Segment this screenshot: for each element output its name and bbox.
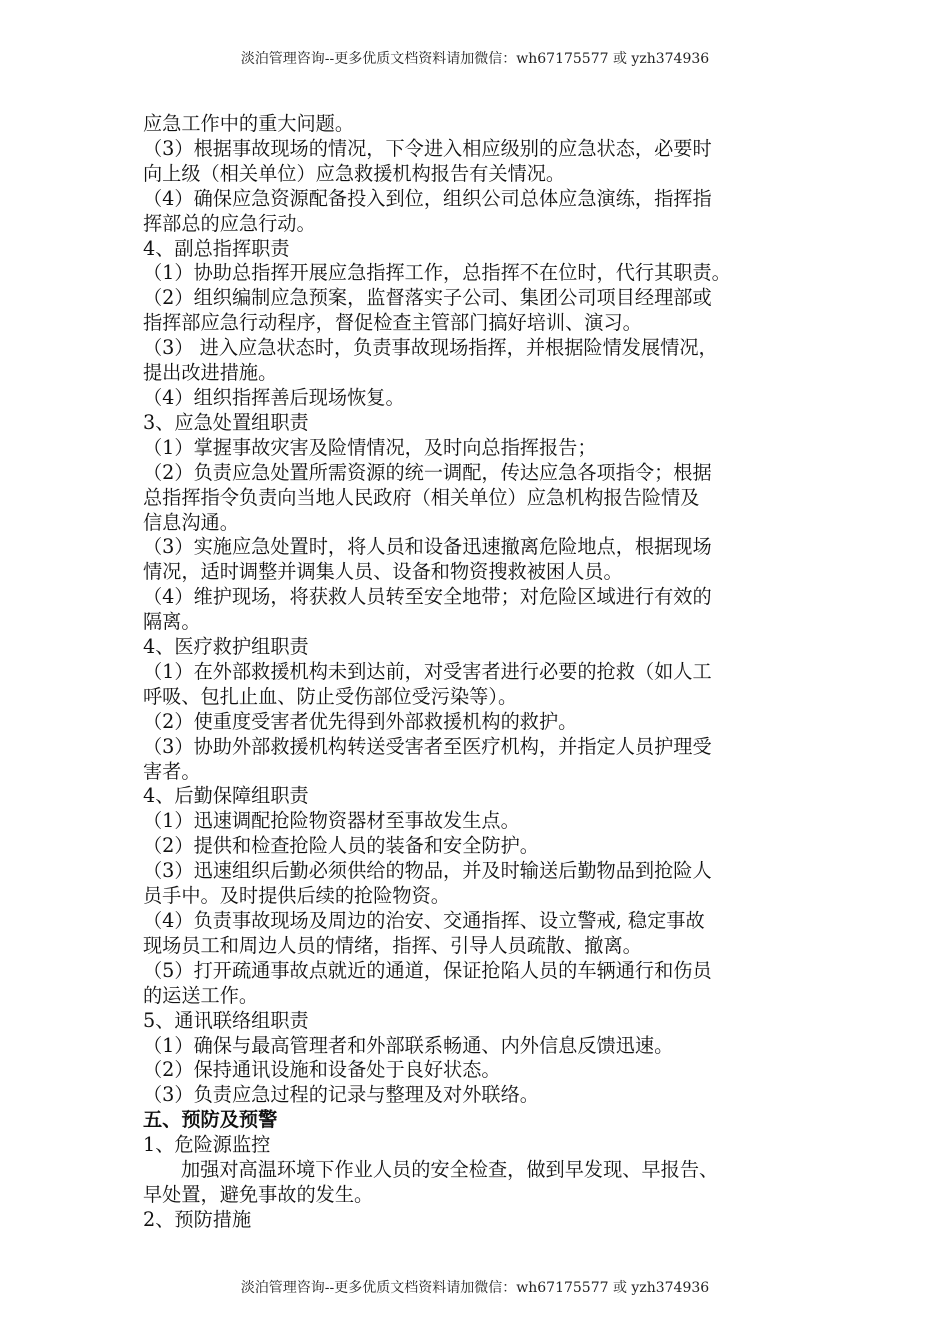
text-line: （3）负责应急过程的记录与整理及对外联络。: [143, 1083, 539, 1107]
text-line: 指挥部应急行动程序，督促检查主管部门搞好培训、演习。: [143, 311, 642, 335]
text-line: 现场员工和周边人员的情绪，指挥、引导人员疏散、撤离。: [143, 933, 642, 957]
text-line: （1）掌握事故灾害及险情情况，及时向总指挥报告；: [143, 435, 597, 459]
text-line: （3）协助外部救援机构转送受害者至医疗机构，并指定人员护理受: [143, 734, 712, 758]
text-line: 3、应急处置组职责: [143, 410, 309, 434]
text-line: （1）迅速调配抢险物资器材至事故发生点。: [143, 809, 520, 833]
text-line: 的运送工作。: [143, 983, 259, 1007]
text-line: 5、通讯联络组职责: [143, 1008, 309, 1032]
text-line: （2）组织编制应急预案，监督落实子公司、集团公司项目经理部或: [143, 286, 712, 310]
section-heading: 五、预防及预警: [143, 1108, 278, 1132]
text-line: （2）保持通讯设施和设备处于良好状态。: [143, 1058, 501, 1082]
text-line: 情况，适时调整并调集人员、设备和物资搜救被困人员。: [143, 560, 623, 584]
text-line: 总指挥指令负责向当地人民政府（相关单位）应急机构报告险情及: [143, 485, 700, 509]
text-line: 4、副总指挥职责: [143, 236, 290, 260]
text-line: （2）负责应急处置所需资源的统一调配，传达应急各项指令；根据: [143, 460, 712, 484]
text-line: （5）打开疏通事故点就近的通道，保证抢陷人员的车辆通行和伤员: [143, 958, 712, 982]
text-line: （3） 进入应急状态时，负责事故现场指挥，并根据险情发展情况，: [143, 336, 718, 360]
text-line: 向上级（相关单位）应急救援机构报告有关情况。: [143, 161, 566, 185]
text-line: 2、预防措施: [143, 1207, 252, 1231]
document-body: [143, 112, 823, 1233]
text-line: （4）组织指挥善后现场恢复。: [143, 385, 405, 409]
text-line: 应急工作中的重大问题。: [143, 112, 355, 135]
text-line: 挥部总的应急行动。: [143, 211, 316, 235]
text-line: （1）确保与最高管理者和外部联系畅通、内外信息反馈迅速。: [143, 1033, 674, 1057]
text-line: （2）提供和检查抢险人员的装备和安全防护。: [143, 834, 539, 858]
text-line: 4、后勤保障组职责: [143, 784, 309, 808]
text-line: （4）维护现场，将获救人员转至安全地带；对危险区域进行有效的: [143, 585, 712, 609]
text-line: （3）根据事故现场的情况，下令进入相应级别的应急状态，必要时: [143, 136, 712, 160]
page-header: 淡泊管理咨询--更多优质文档资料请加微信：wh67175577 或 yzh374936: [240, 51, 710, 67]
text-line: 提出改进措施。: [143, 361, 278, 385]
text-line: （2）使重度受害者优先得到外部救援机构的救护。: [143, 709, 578, 733]
text-line: 4、医疗救护组职责: [143, 635, 309, 659]
text-line: 呼吸、包扎止血、防止受伤部位受污染等）。: [143, 684, 518, 708]
text-line: 隔离。: [143, 610, 201, 634]
text-line: （4）确保应急资源配备投入到位，组织公司总体应急演练，指挥指: [143, 186, 712, 210]
text-line: 害者。: [143, 759, 201, 783]
text-line: （3）迅速组织后勤必须供给的物品，并及时输送后勤物品到抢险人: [143, 859, 712, 883]
text-line: 员手中。及时提供后续的抢险物资。: [143, 884, 450, 908]
text-line: （1）在外部救援机构未到达前，对受害者进行必要的抢救（如人工: [143, 659, 712, 683]
text-line: （4）负责事故现场及周边的治安、交通指挥、设立警戒, 稳定事故: [143, 909, 705, 932]
page-footer: 淡泊管理咨询--更多优质文档资料请加微信：wh67175577 或 yzh374936: [240, 1280, 710, 1296]
text-line: 早处置，避免事故的发生。: [143, 1182, 374, 1206]
text-line: （1）协助总指挥开展应急指挥工作，总指挥不在位时，代行其职责。: [143, 261, 731, 285]
text-line: 信息沟通。: [143, 510, 239, 534]
text-line: （3）实施应急处置时，将人员和设备迅速撤离危险地点，根据现场: [143, 535, 712, 559]
text-line: 1、危险源监控: [143, 1133, 271, 1157]
text-line: 加强对高温环境下作业人员的安全检查，做到早发现、早报告、: [181, 1158, 719, 1182]
